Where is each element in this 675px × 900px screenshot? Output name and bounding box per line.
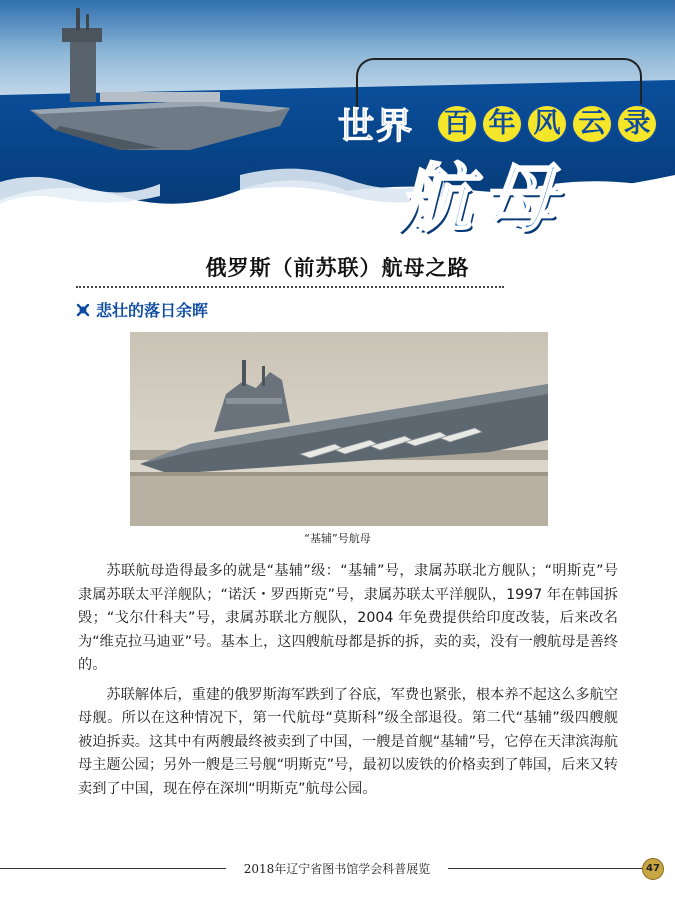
- footer-rule-left: [0, 868, 226, 869]
- article-title: 俄罗斯（前苏联）航母之路: [205, 256, 470, 280]
- century-badge-char: 年: [481, 104, 523, 144]
- century-badge-char: 百: [436, 104, 478, 144]
- century-badge-char: 风: [526, 104, 568, 144]
- title-divider: [76, 286, 504, 288]
- footer-rule-right: [448, 868, 648, 869]
- page-number: 47: [642, 858, 664, 880]
- section-heading-text: 悲壮的落日余晖: [96, 301, 209, 320]
- banner-title-world: 世界: [338, 106, 415, 147]
- paragraph: 苏联解体后，重建的俄罗斯海军跌到了谷底，军费也紧张，根本养不起这么多航空母舰。所以在这种情况下，第一代航母“莫斯科”级全部退役。第二代“基辅”级四艘舰被迫拆卖。这其中有两艘最终被卖到了中国，一艘是首舰“基辅”号，它停在天津滨海航母主题公园；另外一艘是三号舰“明斯克”号，最初以废铁的价格卖到了韩国，后来又转卖到了中国，现在停在深圳“明斯克”航母公园。: [78, 686, 618, 797]
- header-banner: [0, 0, 675, 240]
- star-bullet-icon: [76, 303, 90, 317]
- photo-caption: “基辅”号航母: [304, 532, 371, 545]
- article-body: [78, 560, 618, 807]
- footer-text: 2018年辽宁省图书馆学会科普展览: [243, 862, 431, 876]
- century-badge-char: 录: [616, 104, 658, 144]
- kiev-carrier-photo: [130, 332, 548, 526]
- banner-title-carrier: 航母: [398, 156, 566, 240]
- section-heading: [76, 298, 208, 321]
- century-badge-char: 云: [571, 104, 613, 144]
- banner-century-badges: [436, 104, 658, 144]
- paragraph: 苏联航母造得最多的就是“基辅”级：“基辅”号，隶属苏联北方舰队；“明斯克”号隶属苏联太平洋舰队；“诺沃・罗西斯克”号，隶属苏联太平洋舰队，1997 年在韩国拆毁；“戈尔什科夫”号，隶属苏联北方舰队，2004 年免费提供给印度改装，后来改名为“维克拉马迪亚”号。基本上，这四艘航母都是拆的拆，卖的卖，没有一艘航母是善终的。: [78, 563, 618, 673]
